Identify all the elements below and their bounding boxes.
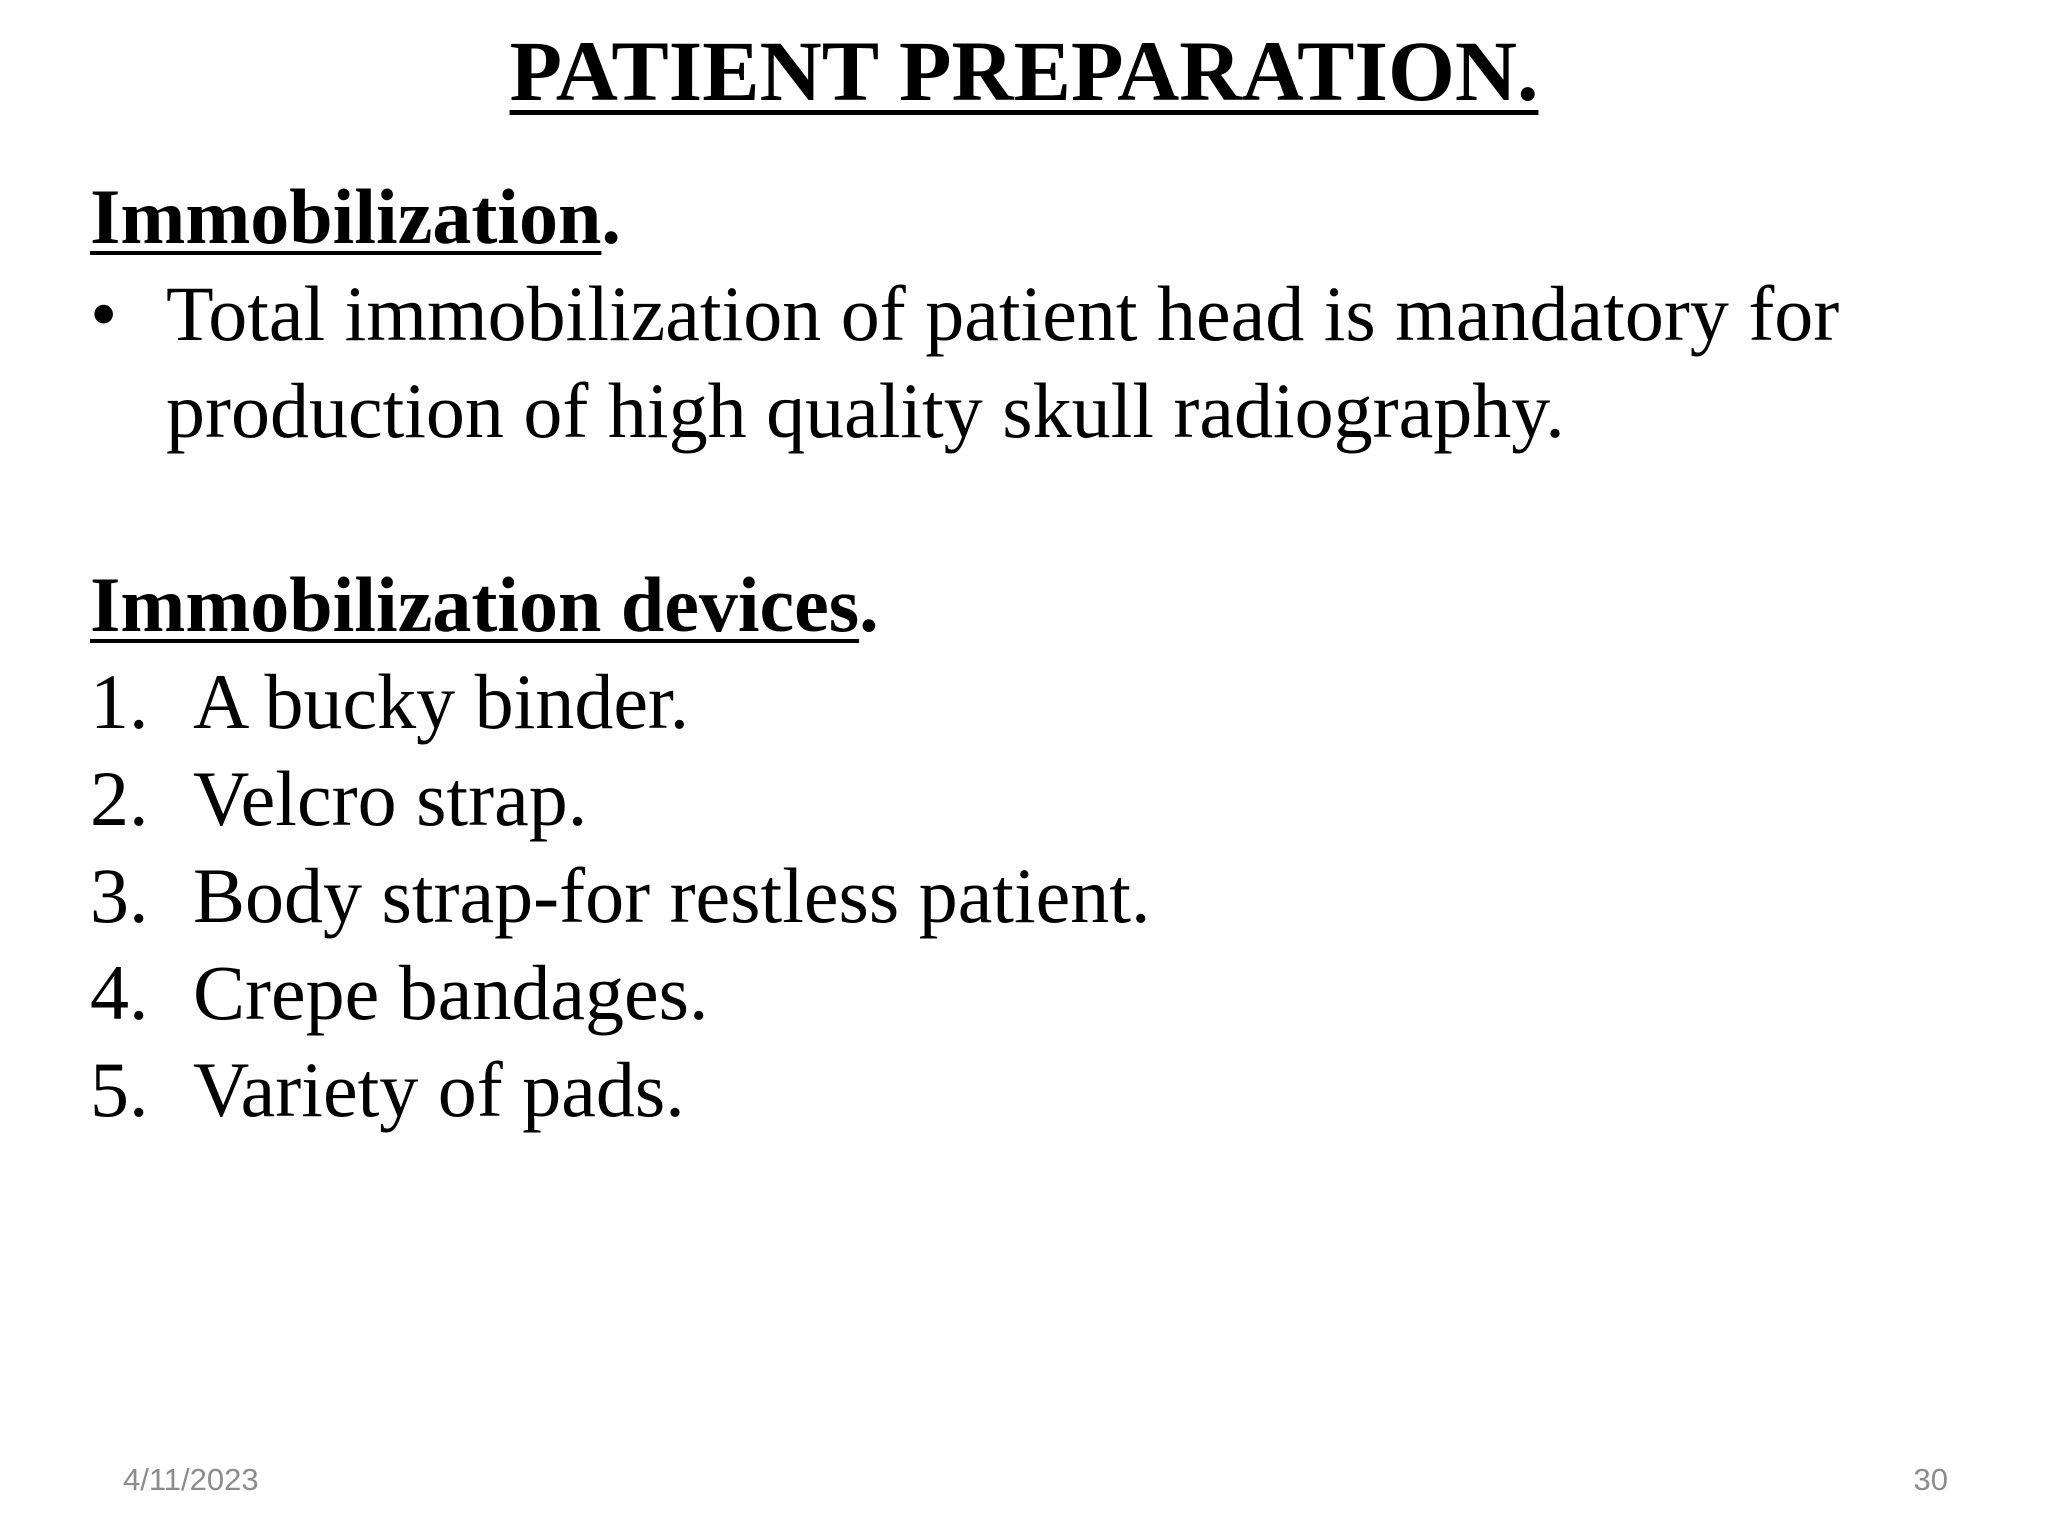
list-item-text: Crepe bandages. xyxy=(193,949,709,1036)
list-item xyxy=(90,750,1990,847)
list-item-number: 5. xyxy=(90,1046,149,1133)
list-item xyxy=(90,944,1990,1041)
bullet-text-line: production of high quality skull radiography. xyxy=(166,367,1565,454)
section-heading-suffix: . xyxy=(859,561,879,648)
section-heading-immobilization xyxy=(90,168,1990,265)
bullet-item xyxy=(90,265,1990,459)
list-item-number: 3. xyxy=(90,852,149,939)
list-item-number: 2. xyxy=(90,755,149,842)
list-item-number: 4. xyxy=(90,949,149,1036)
devices-list xyxy=(90,653,1990,1138)
list-item-text: Body strap-for restless patient. xyxy=(193,852,1151,939)
list-item-text: A bucky binder. xyxy=(193,658,690,745)
bullet-text xyxy=(166,265,1990,459)
list-item xyxy=(90,847,1990,944)
footer-date: 4/11/2023 xyxy=(123,1462,259,1497)
slide-title xyxy=(0,22,2048,121)
section-heading-text: Immobilization xyxy=(90,173,602,260)
section-heading-immobilization-devices xyxy=(90,556,1990,653)
list-item xyxy=(90,653,1990,750)
section-heading-text: Immobilization devices xyxy=(90,561,860,648)
spacer xyxy=(90,459,1990,556)
list-item xyxy=(90,1041,1990,1138)
list-item-text: Variety of pads. xyxy=(193,1046,685,1133)
bullet-text-line: Total immobilization of patient head is mandatory for xyxy=(166,270,1840,357)
list-item-number: 1. xyxy=(90,658,149,745)
bullet-mark: • xyxy=(90,270,118,357)
slide-content xyxy=(90,168,1990,1138)
section-heading-suffix: . xyxy=(601,173,621,260)
slide-title-text: PATIENT PREPARATION. xyxy=(509,23,1539,119)
footer-page-number: 30 xyxy=(1913,1462,1948,1497)
list-item-text: Velcro strap. xyxy=(193,755,588,842)
